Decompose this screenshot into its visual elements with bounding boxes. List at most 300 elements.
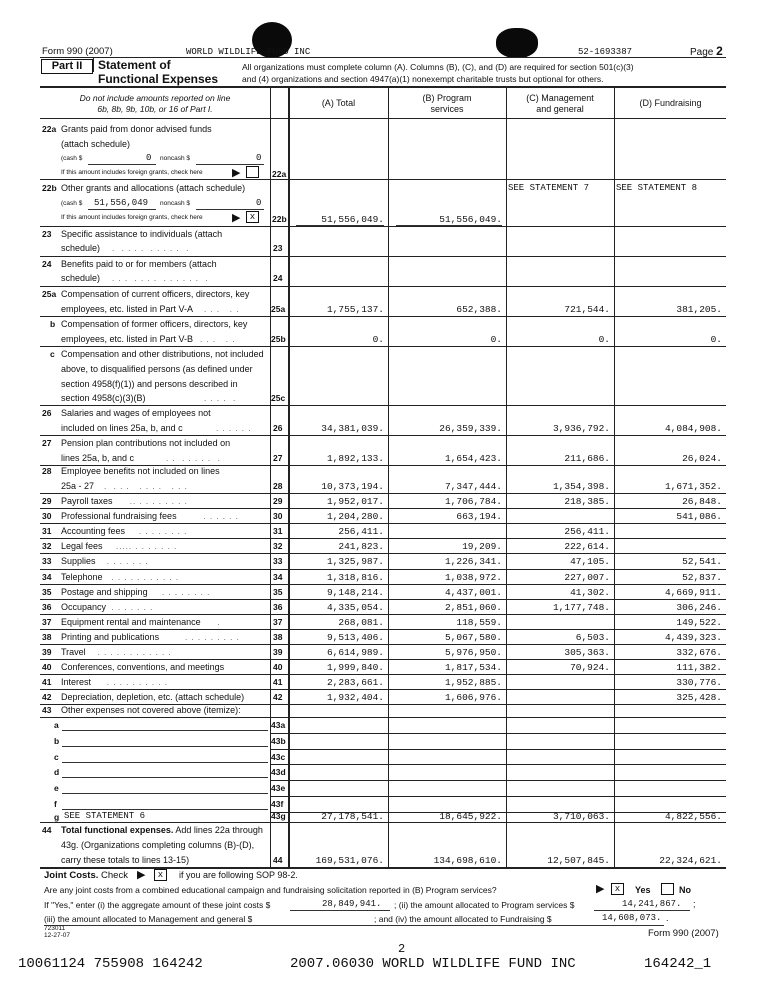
line-41-rule [40,689,726,690]
part-description-line1: All organizations must complete column (A). Columns (B), (C), and (D) are required for section 501(c)(3) [242,62,634,72]
redaction-mark-2 [496,28,538,58]
line-44-label [61,825,263,835]
joint-question: Are any joint costs from a combined educational campaign and fundraising solicitation reported in (B) Program services? [44,885,497,895]
line-27-col-b: 1,654,423. [444,453,502,464]
line-35-col-b: 4,437,001. [444,586,502,598]
line-38-leader: . . . . . . . . . [185,632,240,642]
line-32-ref: 32 [273,541,283,552]
line-44-col-a: 169,531,076. [315,855,384,866]
line-44-col-c: 12,507,845. [547,855,610,866]
line-25b-label-2: employees, etc. listed in Part V-B [61,334,194,344]
line-31-col-a: 256,411. [338,526,384,538]
joint-costs-line [44,870,128,881]
line-22a-foreign-checkbox[interactable] [246,166,259,178]
line-44-col-b: 134,698,610. [433,855,502,866]
line-22b-noncash-rule [196,209,264,210]
col-b-header-line2: services [430,104,464,114]
line-41-ref: 41 [273,677,283,688]
line-27-number: 27 [42,438,52,448]
line-23-ref: 23 [273,243,283,253]
part-label [41,59,93,74]
line-42-col-b: 1,606,976. [444,692,502,704]
line-25c-leader: . . . . . [204,394,237,403]
line-31-number: 31 [42,526,52,537]
line-41-col-a: 2,283,661. [326,677,384,689]
line-38-col-d: 4,439,323. [664,631,722,643]
joint-line2-b: ; and (iv) the amount allocated to Fundraising $ [374,914,552,924]
line-22a-cash-value: 0 [146,153,152,163]
line-27-col-d: 26,024. [682,453,722,464]
col-c-header-line1: (C) Management [526,93,594,103]
line-22b-noncash-label: noncash $ [160,200,190,207]
line-24-ref: 24 [273,273,283,283]
line-22a-noncash-value: 0 [256,153,262,163]
line-25a-ref: 25a [271,304,286,314]
line-43a-rule [270,733,726,734]
line-43e-text-rule [62,793,268,794]
line-43g-col-a: 27,178,541. [321,811,384,822]
line-34-rule [40,584,726,585]
joint-line2-a: (iii) the amount allocated to Management and general $ [44,914,253,924]
line-30-col-b: 663,194. [456,511,502,523]
line-35-leader: . . . . . . . . [162,587,211,597]
line-26-col-d: 4,084,908. [664,423,722,434]
line-26-label: Salaries and wages of employees not [61,408,211,418]
part-description-line2: and (4) organizations and section 4947(a)(1) nonexempt charitable trusts but optional for others. [242,74,604,84]
line-26-leader: . . . . . . [216,424,252,433]
line-32-label: Legal fees [61,541,103,552]
line-43g-text: SEE STATEMENT 6 [64,811,146,821]
line-28-number: 28 [42,466,52,476]
line-39-ref: 39 [273,647,283,657]
line-40-ref: 40 [273,662,283,673]
col-a-header: (A) Total [321,98,356,108]
line-22b-cash-label: (cash $ [61,200,83,207]
line-25a-rule [40,316,726,317]
line-41-col-d: 330,776. [676,677,722,689]
line-33-ref: 33 [273,556,283,567]
line-34-label: Telephone [61,571,103,582]
line-22a-label-2: (attach schedule) [61,139,131,149]
footer-code-2: 12-27-07 [44,932,71,939]
line-36-number: 36 [42,601,52,612]
line-22b-foreign-checkbox[interactable]: x [246,211,259,223]
line-40-label: Conferences, conventions, and meetings [61,662,225,673]
line-25c-label: Compensation and other distributions, not included [61,349,264,359]
line-44-label-bold: Total functional expenses. [61,825,174,835]
line-26-rule [40,435,726,436]
line-31-leader: . . . . . . . . [139,527,188,537]
line-43f-ref: 43f [271,799,284,809]
line-28-leader: . . . . . . . . . . . [104,482,188,491]
line-26-col-a: 34,381,039. [321,423,384,434]
footer-stamp-right: 164242_1 [644,956,712,972]
line-22b-col-b: 51,556,049. [439,214,502,225]
column-header-rule [40,118,726,119]
line-38-col-a: 9,513,406. [326,631,384,643]
line-38-number: 38 [42,631,52,642]
part-title-divider [93,58,94,72]
line-32-col-b: 19,209. [462,541,502,553]
joint-aggregate-value: 28,849,941. [322,899,382,909]
joint-costs-title: Joint Costs. [44,870,99,881]
line-43g-rule [40,822,726,823]
line-22a-rule [40,179,726,180]
line-27-label: Pension plan contributions not included on [61,438,231,448]
line-33-label: Supplies [61,556,96,567]
line-37-label: Equipment rental and maintenance [61,616,201,627]
line-35-col-a: 9,148,214. [326,586,384,598]
column-note-line2: 6b, 8b, 9b, 10b, or 16 of Part I. [97,104,213,114]
no-label: No [679,885,691,895]
line-24-number: 24 [42,259,52,269]
line-38-label: Printing and publications [61,631,160,642]
footer-page-number: 2 [398,942,406,956]
line-29-number: 29 [42,496,52,506]
col-divider-ref [270,87,271,867]
line-38-col-b: 5,067,580. [444,631,502,643]
line-43f-text-rule [62,809,268,810]
line-23-leader: . . . . . . . . . . . [112,244,190,253]
line-28-ref: 28 [273,481,283,491]
footer-stamp-middle: 2007.06030 WORLD WILDLIFE FUND INC [290,956,576,972]
line-22b-col-c: SEE STATEMENT 7 [508,183,590,193]
sop-checkbox[interactable]: x [154,869,167,881]
col-divider-c [506,87,507,867]
line-22a-ref: 22a [272,169,287,179]
line-22a-noncash-label: noncash $ [160,155,190,162]
line-36-ref: 36 [273,601,283,612]
part-description [242,61,634,85]
line-35-col-d: 4,669,911. [664,586,722,598]
line-43g-col-b: 18,645,922. [439,811,502,822]
joint-aggregate-rule [290,910,390,911]
ein: 52-1693387 [578,47,633,57]
line-37-col-a: 268,081. [338,616,384,628]
joint-line2-end: . [666,913,669,923]
line-30-number: 30 [42,511,52,522]
line-25b-leader: . . . . . [200,335,236,344]
line-28-col-c: 1,354,398. [552,481,610,492]
line-40-number: 40 [42,662,52,673]
line-43b-letter: b [54,735,60,746]
line-39-label: Travel [61,647,86,657]
line-43g-col-c: 3,710,063. [552,811,610,822]
line-43d-rule [270,780,726,781]
line-22a-cash-rule [88,164,156,165]
joint-line1-b: ; (ii) the amount allocated to Program services $ [394,900,575,910]
line-43a-ref: 43a [271,720,286,730]
line-34-col-a: 1,318,816. [326,571,384,583]
line-35-col-c: 41,302. [570,586,610,598]
line-34-col-c: 227,007. [564,571,610,583]
line-23-rule [40,256,726,257]
line-39-col-b: 5,976,950. [444,647,502,658]
line-43-rule [40,717,726,718]
line-30-leader: . . . . . . [203,512,239,522]
line-25a-col-d: 381,205. [676,304,722,315]
joint-program-rule [594,910,690,911]
arrow-icon-22b: ▶ [232,212,241,224]
line-35-number: 35 [42,586,52,597]
column-note [44,93,266,115]
line-28-rule [40,493,726,494]
line-22b-noncash-value: 0 [256,198,262,208]
joint-costs-check-label: Check [101,870,128,881]
line-28-label-2: 25a - 27 [61,481,95,491]
line-23-number: 23 [42,229,52,239]
sop-label: if you are following SOP 98-2. [179,870,298,880]
line-34-number: 34 [42,571,52,582]
line-22a-foreign-label: If this amount includes foreign grants, check here [61,169,203,176]
line-22b-cash-rule [88,209,156,210]
part-label-text: Part II [51,60,83,72]
line-25a-label-2: employees, etc. listed in Part V-A [61,304,194,314]
line-24-label: Benefits paid to or for members (attach [61,259,217,269]
line-26-label-2: included on lines 25a, b, and c [61,423,183,433]
line-43g-col-d: 4,822,556. [664,811,722,822]
line-28-col-a: 10,373,194. [321,481,384,492]
arrow-icon-joint: ▶ [137,869,146,881]
line-27-col-c: 211,686. [564,453,610,464]
line-31-ref: 31 [273,526,283,537]
line-42-label: Depreciation, depletion, etc. (attach schedule) [61,692,245,703]
line-29-leader: .. . . . . . . . . [129,497,188,506]
line-25a-number: 25a [42,289,57,299]
line-28-col-d: 1,671,352. [664,481,722,492]
line-41-label: Interest [61,677,92,688]
line-26-ref: 26 [273,423,283,433]
line-22b-number: 22b [42,183,57,193]
line-38-rule [40,644,726,645]
line-43-number: 43 [42,705,52,715]
line-25b-ref: 25b [271,334,286,344]
line-43e-ref: 43e [271,783,286,794]
line-30-rule [40,523,726,524]
line-29-col-a: 1,952,017. [326,496,384,507]
line-32-number: 32 [42,541,52,552]
line-27-leader: . . . . . . . . [166,454,221,463]
column-note-line1: Do not include amounts reported on line [79,93,231,103]
form-name: Form 990 (2007) [42,46,113,57]
part-title-line1: Statement of [98,58,171,72]
line-35-rule [40,599,726,600]
line-33-rule [40,569,726,570]
line-37-col-d: 149,522. [676,616,722,628]
line-43d-ref: 43d [271,767,286,778]
part-title-line2: Functional Expenses [98,72,219,86]
part-title [98,58,218,86]
line-25b-col-a: 0. [372,334,384,345]
line-42-col-a: 1,932,404. [326,692,384,704]
line-22a-noncash-rule [196,164,264,165]
line-22a-number: 22a [42,124,57,134]
line-30-col-d: 541,086. [676,511,722,523]
line-25b-number: b [50,319,56,329]
line-39-leader: . . . . . . . . . . . . [97,648,172,657]
footer-form [648,928,719,939]
line-44-label-2: 43g. (Organizations completing columns (B)-(D), [61,840,255,850]
line-25c-label-3: section 4958(f)(1)) and persons described in [61,379,238,389]
col-d-header: (D) Fundraising [639,98,702,108]
joint-program-value: 14,241,867. [622,899,682,909]
footer-form-text: Form 990 (2007) [648,928,719,939]
line-25a-label: Compensation of current officers, directors, key [61,289,250,299]
line-25a-col-c: 721,544. [564,304,610,315]
line-39-col-c: 305,363. [564,647,610,658]
line-42-number: 42 [42,692,52,703]
line-37-col-b: 118,559. [456,616,502,628]
line-41-leader: . . . . . . . . . . [106,678,169,688]
line-40-col-b: 1,817,534. [444,662,502,674]
line-43c-letter: c [54,751,59,762]
line-25c-label-2: above, to disqualified persons (as defined under [61,364,253,374]
line-24-label-2: schedule) [61,273,101,283]
line-32-rule [40,553,726,554]
line-38-ref: 38 [273,631,283,642]
line-44-ref: 44 [273,855,283,865]
line-23-label: Specific assistance to individuals (attach [61,229,223,239]
line-39-col-a: 6,614,989. [326,647,384,658]
line-27-label-2: lines 25a, b, and c [61,453,135,463]
line-22b-col-a: 51,556,049. [321,214,384,225]
line-29-col-d: 26,848. [682,496,722,507]
line-33-col-d: 52,541. [682,556,722,568]
line-39-rule [40,659,726,660]
line-37-ref: 37 [273,616,283,627]
line-34-col-b: 1,038,972. [444,571,502,583]
joint-line1-end: ; [693,899,696,909]
line-30-ref: 30 [273,511,283,522]
line-37-number: 37 [42,616,52,627]
line-43e-rule [270,796,726,797]
line-29-col-b: 1,706,784. [444,496,502,507]
line-29-rule [40,508,726,509]
line-33-col-b: 1,226,341. [444,556,502,568]
line-33-col-c: 47,105. [570,556,610,568]
line-32-leader: ..... . . . . . . . [116,542,178,552]
line-34-ref: 34 [273,571,283,582]
line-43f-letter: f [54,799,57,809]
col-b-header-line1: (B) Program [422,93,472,103]
line-22a-cash-label: (cash $ [61,155,83,162]
line-25c-rule [40,405,726,406]
arrow-icon-yes: ▶ [596,883,605,895]
line-37-rule [40,629,726,630]
line-35-label: Postage and shipping [61,586,148,597]
line-43g-ref: 43g [271,811,286,821]
line-28-col-b: 7,347,444. [444,481,502,492]
line-43b-ref: 43b [271,735,286,746]
line-22b-rule [40,226,726,227]
line-43d-letter: d [54,767,60,778]
line-27-ref: 27 [273,453,283,463]
line-25a-leader: . . . . . [204,305,240,314]
line-34-leader: . . . . . . . . . . . [111,572,180,582]
line-36-rule [40,614,726,615]
line-33-col-a: 1,325,987. [326,556,384,568]
col-b-header [389,93,505,115]
line-40-col-a: 1,999,840. [326,662,384,674]
line-26-col-c: 3,936,792. [552,423,610,434]
line-39-col-d: 332,676. [676,647,722,658]
line-40-col-c: 70,924. [570,662,610,674]
line-36-col-a: 4,335,054. [326,601,384,613]
line-33-leader: . . . . . . . [106,557,149,567]
line-34-col-d: 52,837. [682,571,722,583]
line-41-number: 41 [42,677,52,688]
line-43e-letter: e [54,783,59,794]
line-23-label-2: schedule) [61,243,101,253]
line-43a-letter: a [54,720,59,730]
line-43c-ref: 43c [271,751,286,762]
line-22b-foreign-label: If this amount includes foreign grants, check here [61,214,203,221]
line-22b-label: Other grants and allocations (attach schedule) [61,183,246,193]
joint-line2-underline [44,925,664,926]
line-44-label-rest: Add lines 22a through [175,825,263,835]
line-25c-label-4: section 4958(c)(3)(B) [61,393,146,403]
joint-line1-a: If "Yes," enter (i) the aggregate amount of these joint costs $ [44,900,271,910]
line-30-col-a: 1,204,280. [326,511,384,523]
line-43b-text-rule [62,746,268,747]
line-35-ref: 35 [273,586,283,597]
line-22a-label: Grants paid from donor advised funds [61,124,212,134]
yes-label: Yes [635,885,651,895]
line-43-label: Other expenses not covered above (itemize): [61,705,241,715]
line-29-ref: 29 [273,496,283,506]
page-number: 2 [716,44,723,58]
line-43c-rule [270,764,726,765]
line-43a-text-rule [62,730,268,731]
line-25b-rule [40,346,726,347]
line-42-ref: 42 [273,692,283,703]
line-36-col-c: 1,177,748. [552,601,610,613]
col-divider-d [614,87,615,867]
line-42-col-d: 325,428. [676,692,722,704]
line-22b-col-d: SEE STATEMENT 8 [616,183,698,193]
line-25b-col-d: 0. [710,334,722,345]
col-c-header [507,93,613,115]
yes-checkbox[interactable]: x [611,883,624,895]
no-checkbox[interactable] [661,883,674,895]
line-26-col-b: 26,359,339. [439,423,502,434]
line-39-number: 39 [42,647,52,657]
line-32-col-c: 222,614. [564,541,610,553]
col-divider-b [388,87,389,867]
line-32-col-a: 241,823. [338,541,384,553]
line-25b-col-b: 0. [490,334,502,345]
line-25a-col-a: 1,755,137. [326,304,384,315]
line-33-number: 33 [42,556,52,567]
line-30-label: Professional fundraising fees [61,511,177,522]
line-28-label: Employee benefits not included on lines [61,466,220,476]
line-36-col-d: 306,246. [676,601,722,613]
line-31-col-c: 256,411. [564,526,610,538]
line-24-leader: . . . . . . . . . . . . . . [112,274,209,283]
line-36-col-b: 2,851,060. [444,601,502,613]
line-22b-ref: 22b [272,214,287,224]
line-31-label: Accounting fees [61,526,126,537]
joint-fundraising-value: 14,608,073. [602,913,662,923]
line-40-col-d: 111,382. [676,662,722,674]
line-26-number: 26 [42,408,52,418]
line-43c-text-rule [62,762,268,763]
line-25b-col-c: 0. [598,334,610,345]
page-label [690,44,723,58]
part-rule [40,86,726,88]
col-c-header-line2: and general [536,104,584,114]
col-divider-a [288,87,290,867]
